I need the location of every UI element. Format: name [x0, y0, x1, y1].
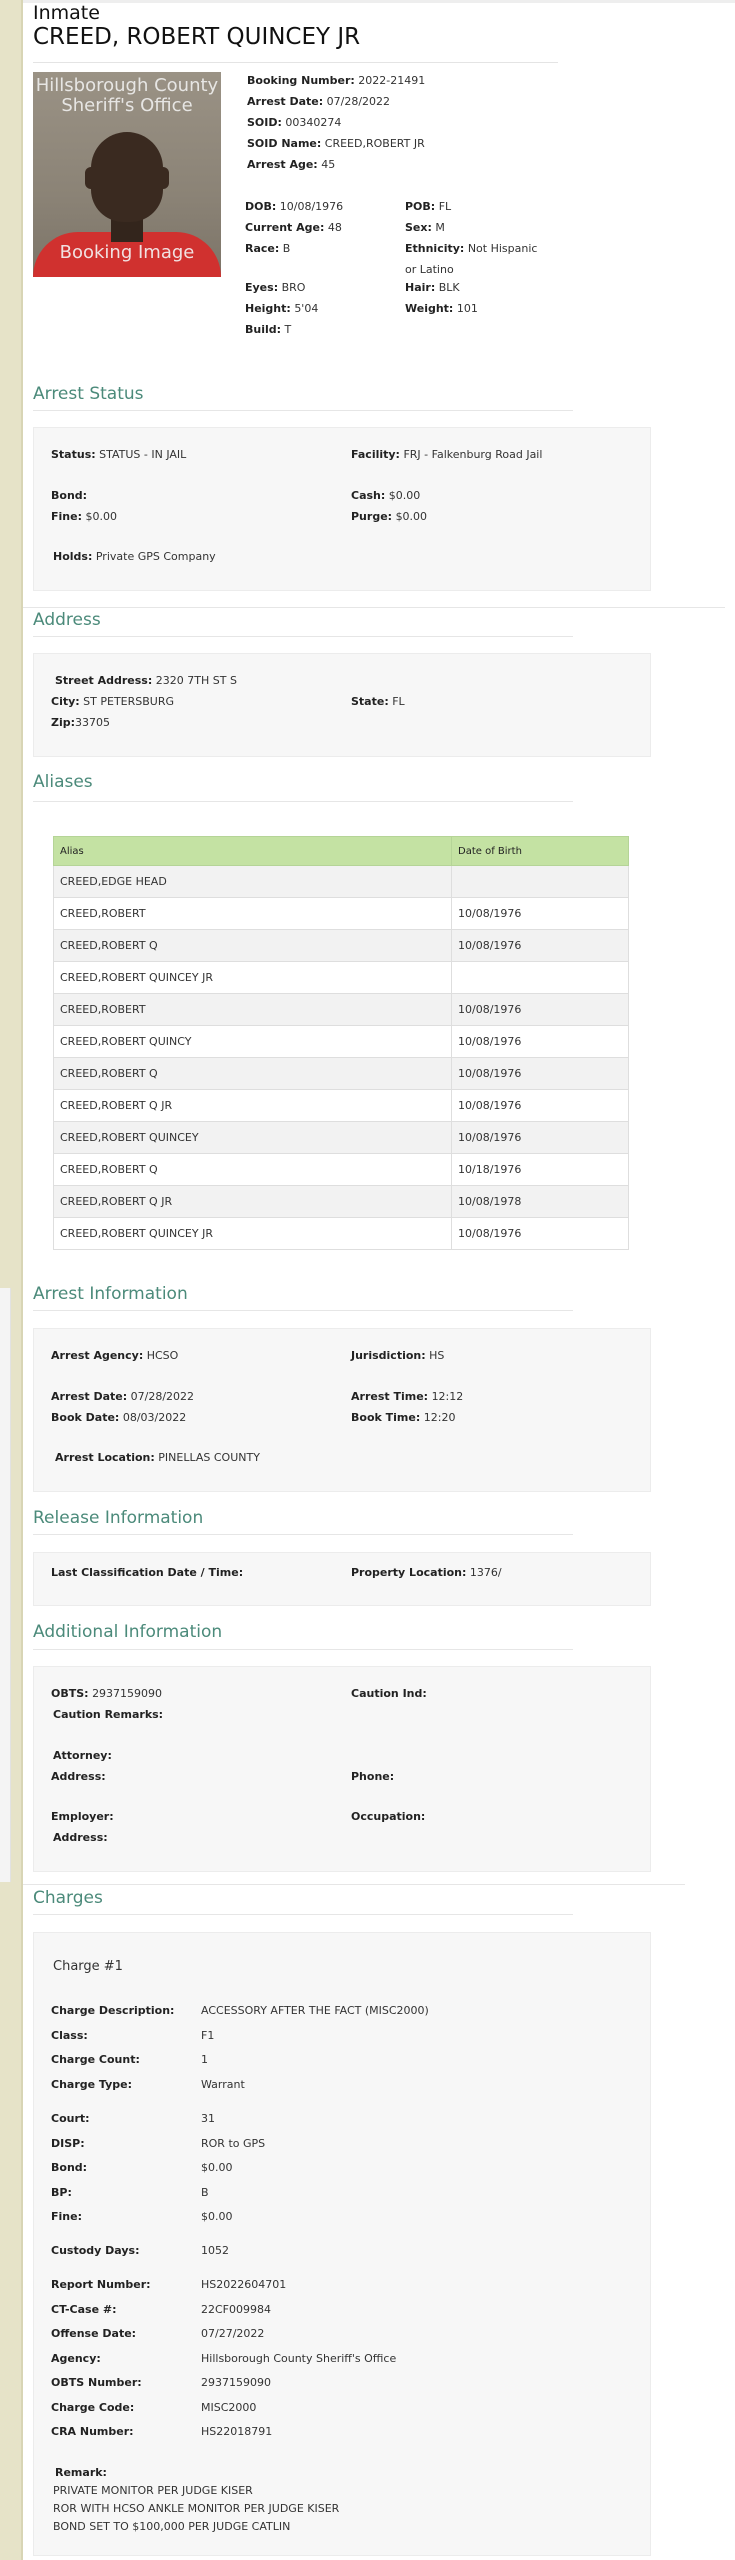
obts-label: OBTS: — [51, 1687, 89, 1700]
charge-fine-label: Fine: — [51, 2210, 82, 2223]
alias-row — [54, 1122, 629, 1154]
city — [51, 695, 174, 708]
alias-name-cell: CREED,EDGE HEAD — [54, 866, 452, 898]
alias-name-cell: CREED,ROBERT QUINCEY JR — [54, 1218, 452, 1250]
facility-value: FRJ - Falkenburg Road Jail — [403, 448, 543, 461]
alias-row — [54, 1058, 629, 1090]
aliases-header-row — [54, 837, 629, 866]
release-info-title: Release Information — [33, 1508, 204, 1528]
alias-row — [54, 1090, 629, 1122]
build-value: T — [284, 323, 292, 336]
charge-agency-value: Hillsborough County Sheriff's Office — [201, 2352, 397, 2365]
height-value: 5'04 — [294, 302, 319, 315]
height-label: Height: — [245, 302, 291, 315]
employer-address — [53, 1831, 108, 1844]
property-location — [351, 1566, 502, 1579]
employer-address-label: Address: — [53, 1831, 108, 1844]
left-stripe — [0, 0, 21, 2560]
fine-value: $0.00 — [85, 510, 117, 523]
pob-label: POB: — [405, 200, 436, 213]
top-bar — [23, 0, 735, 3]
hair — [405, 281, 460, 294]
soid-name-value: CREED,ROBERT JR — [324, 137, 425, 150]
alias-name-cell: CREED,ROBERT QUINCEY — [54, 1122, 452, 1154]
cash — [351, 489, 420, 502]
arrest-info-rule — [33, 1310, 573, 1311]
charges-rule — [33, 1914, 573, 1915]
remark-line-3: BOND SET TO $100,000 PER JUDGE CATLIN — [53, 2520, 291, 2533]
facility-label: Facility: — [351, 448, 400, 461]
watermark-line-2: Sheriff's Office — [61, 95, 193, 116]
alias-row — [54, 1186, 629, 1218]
alias-dob-cell: 10/08/1978 — [452, 1186, 629, 1218]
inmate-name: CREED, ROBERT QUINCEY JR — [33, 24, 361, 50]
cra-number-label: CRA Number: — [51, 2425, 134, 2438]
mugshot-watermark-bottom: Booking Image — [59, 242, 195, 263]
status-value: STATUS - IN JAIL — [99, 448, 187, 461]
arrest-info-title: Arrest Information — [33, 1284, 188, 1304]
charge-bp-label: BP: — [51, 2186, 72, 2199]
property-location-value: 1376/ — [469, 1566, 502, 1579]
sex — [405, 221, 445, 234]
alias-name-cell: CREED,ROBERT Q JR — [54, 1090, 452, 1122]
book-date-label: Book Date: — [51, 1411, 120, 1424]
weight-value: 101 — [456, 302, 478, 315]
book-date-value: 08/03/2022 — [122, 1411, 187, 1424]
weight-label: Weight: — [405, 302, 454, 315]
arrest-age — [247, 158, 335, 171]
arrest-date — [247, 95, 390, 108]
employer-label: Employer: — [51, 1810, 114, 1823]
current-age-value: 48 — [327, 221, 342, 234]
ethnicity — [405, 242, 537, 255]
charge-count-value: 1 — [201, 2053, 208, 2066]
alias-column-header: Alias — [54, 837, 452, 866]
purge-value: $0.00 — [395, 510, 428, 523]
zip-value: 33705 — [75, 716, 111, 729]
book-time-label: Book Time: — [351, 1411, 421, 1424]
dob-column-header: Date of Birth — [452, 837, 629, 866]
left-stripe-edge — [21, 0, 23, 2560]
charge-bp-value: B — [201, 2186, 209, 2199]
dob — [245, 200, 343, 213]
alias-name-cell: CREED,ROBERT Q JR — [54, 1186, 452, 1218]
release-info-rule — [33, 1534, 573, 1535]
arrest-time-label: Arrest Time: — [351, 1390, 429, 1403]
charges-title: Charges — [33, 1888, 103, 1908]
aliases-table — [53, 836, 629, 1250]
soid-label: SOID: — [247, 116, 282, 129]
last-classification — [51, 1566, 243, 1579]
arrest-status-rule — [33, 410, 573, 411]
employer — [51, 1810, 114, 1823]
jurisdiction — [351, 1349, 444, 1362]
aliases-rule — [33, 801, 573, 802]
booking-number — [247, 74, 425, 87]
state-label: State: — [351, 695, 389, 708]
side-panel — [0, 1288, 11, 1882]
fine-label: Fine: — [51, 510, 82, 523]
obts-number-value: 2937159090 — [201, 2376, 271, 2389]
charge-class-value: F1 — [201, 2029, 215, 2042]
address-top-rule — [23, 607, 725, 608]
soid-name — [247, 137, 425, 150]
caution-remarks — [53, 1708, 163, 1721]
arrest-date-value: 07/28/2022 — [326, 95, 391, 108]
phone-label: Phone: — [351, 1770, 395, 1783]
book-time — [351, 1411, 455, 1424]
street-address — [55, 674, 237, 687]
alias-dob-cell: 10/08/1976 — [452, 1026, 629, 1058]
remark-line-2: ROR WITH HCSO ANKLE MONITOR PER JUDGE KISER — [53, 2502, 340, 2515]
build — [245, 323, 291, 336]
arrest-age-value: 45 — [321, 158, 336, 171]
offense-date-label: Offense Date: — [51, 2327, 137, 2340]
alias-row — [54, 994, 629, 1026]
status — [51, 448, 186, 461]
bond — [51, 489, 87, 502]
soid-name-label: SOID Name: — [247, 137, 322, 150]
attorney-label: Attorney: — [53, 1749, 112, 1762]
arrest-time-value: 12:12 — [431, 1390, 464, 1403]
street-address-value: 2320 7TH ST S — [155, 674, 237, 687]
occupation — [351, 1810, 425, 1823]
arrest-time — [351, 1390, 463, 1403]
alias-dob-cell — [452, 866, 629, 898]
eyes-value: BRO — [281, 281, 306, 294]
sex-label: Sex: — [405, 221, 432, 234]
zip — [51, 716, 110, 729]
offense-date-value: 07/27/2022 — [201, 2327, 265, 2340]
release-info-panel — [33, 1552, 651, 1606]
alias-dob-cell: 10/08/1976 — [452, 1090, 629, 1122]
alias-name-cell: CREED,ROBERT Q — [54, 1154, 452, 1186]
alias-dob-cell — [452, 962, 629, 994]
hair-value: BLK — [438, 281, 460, 294]
info-arrest-date — [51, 1390, 194, 1403]
alias-row — [54, 1154, 629, 1186]
state-value: FL — [392, 695, 405, 708]
info-arrest-date-label: Arrest Date: — [51, 1390, 128, 1403]
alias-row — [54, 898, 629, 930]
charge-agency-label: Agency: — [51, 2352, 101, 2365]
street-address-label: Street Address: — [55, 674, 153, 687]
alias-name-cell: CREED,ROBERT — [54, 994, 452, 1026]
obts-value: 2937159090 — [92, 1687, 163, 1700]
arrest-status-title: Arrest Status — [33, 384, 144, 404]
race — [245, 242, 290, 255]
charge-bond-label: Bond: — [51, 2161, 88, 2174]
alias-dob-cell: 10/08/1976 — [452, 1218, 629, 1250]
name-divider — [33, 62, 558, 63]
pob — [405, 200, 451, 213]
alias-dob-cell: 10/08/1976 — [452, 1122, 629, 1154]
custody-days-value: 1052 — [201, 2244, 229, 2257]
aliases-body — [54, 866, 629, 1250]
property-location-label: Property Location: — [351, 1566, 467, 1579]
arrest-location-label: Arrest Location: — [55, 1451, 155, 1464]
booking-number-label: Booking Number: — [247, 74, 355, 87]
alias-row — [54, 1026, 629, 1058]
alias-dob-cell: 10/08/1976 — [452, 994, 629, 1026]
race-label: Race: — [245, 242, 280, 255]
attorney-address — [51, 1770, 106, 1783]
fine — [51, 510, 117, 523]
ethnicity-label: Ethnicity: — [405, 242, 465, 255]
holds-label: Holds: — [53, 550, 93, 563]
state — [351, 695, 405, 708]
alias-row — [54, 962, 629, 994]
charge-description-value: ACCESSORY AFTER THE FACT (MISC2000) — [201, 2004, 429, 2017]
charge-type-label: Charge Type: — [51, 2078, 133, 2091]
ethnicity-cont: or Latino — [405, 263, 454, 276]
bond-label: Bond: — [51, 489, 88, 502]
alias-name-cell: CREED,ROBERT QUINCEY JR — [54, 962, 452, 994]
alias-row — [54, 866, 629, 898]
mugshot-watermark-top — [33, 76, 221, 116]
charges-top-rule — [23, 1884, 685, 1885]
charge-code-label: Charge Code: — [51, 2401, 135, 2414]
book-date — [51, 1411, 186, 1424]
charge-court-label: Court: — [51, 2112, 90, 2125]
additional-info-title: Additional Information — [33, 1622, 223, 1642]
holds-value: Private GPS Company — [95, 550, 216, 563]
arrest-location-value: PINELLAS COUNTY — [158, 1451, 260, 1464]
address-rule — [33, 636, 573, 637]
alias-dob-cell: 10/08/1976 — [452, 930, 629, 962]
facility — [351, 448, 542, 461]
dob-value: 10/08/1976 — [279, 200, 344, 213]
caution-ind — [351, 1687, 427, 1700]
arrest-agency — [51, 1349, 178, 1362]
jurisdiction-label: Jurisdiction: — [351, 1349, 426, 1362]
charge-class-label: Class: — [51, 2029, 88, 2042]
sex-value: M — [435, 221, 445, 234]
charge-description-label: Charge Description: — [51, 2004, 175, 2017]
arrest-date-label: Arrest Date: — [247, 95, 324, 108]
obts-number-label: OBTS Number: — [51, 2376, 142, 2389]
pob-value: FL — [438, 200, 452, 213]
hair-label: Hair: — [405, 281, 436, 294]
race-value: B — [282, 242, 291, 255]
alias-row — [54, 1218, 629, 1250]
alias-row — [54, 930, 629, 962]
aliases-title: Aliases — [33, 772, 93, 792]
alias-name-cell: CREED,ROBERT Q — [54, 930, 452, 962]
zip-label: Zip: — [51, 716, 76, 729]
alias-name-cell: CREED,ROBERT QUINCY — [54, 1026, 452, 1058]
ethnicity-value-1: Not Hispanic — [467, 242, 538, 255]
booking-image — [33, 72, 221, 277]
alias-dob-cell: 10/08/1976 — [452, 898, 629, 930]
purge — [351, 510, 427, 523]
address-title: Address — [33, 610, 101, 630]
inmate-label: Inmate — [33, 2, 100, 24]
phone — [351, 1770, 394, 1783]
charge-heading: Charge #1 — [53, 1959, 123, 1974]
charge-fine-value: $0.00 — [201, 2210, 233, 2223]
arrest-agency-value: HCSO — [146, 1349, 179, 1362]
alias-name-cell: CREED,ROBERT Q — [54, 1058, 452, 1090]
status-label: Status: — [51, 448, 96, 461]
custody-days-label: Custody Days: — [51, 2244, 140, 2257]
watermark-line-1: Hillsborough County — [35, 75, 219, 96]
holds — [53, 550, 216, 563]
charge-disp-value: ROR to GPS — [201, 2137, 266, 2150]
remark-label: Remark: — [55, 2466, 107, 2479]
arrest-age-label: Arrest Age: — [247, 158, 318, 171]
additional-info-rule — [33, 1649, 573, 1650]
alias-dob-cell: 10/18/1976 — [452, 1154, 629, 1186]
arrest-location — [55, 1451, 260, 1464]
report-number-value: HS2022604701 — [201, 2278, 287, 2291]
arrest-agency-label: Arrest Agency: — [51, 1349, 144, 1362]
current-age-label: Current Age: — [245, 221, 325, 234]
charge-type-value: Warrant — [201, 2078, 245, 2091]
last-classification-label: Last Classification Date / Time: — [51, 1566, 244, 1579]
remark-line-1: PRIVATE MONITOR PER JUDGE KISER — [53, 2484, 253, 2497]
weight — [405, 302, 478, 315]
build-label: Build: — [245, 323, 282, 336]
dob-label: DOB: — [245, 200, 277, 213]
soid — [247, 116, 341, 129]
occupation-label: Occupation: — [351, 1810, 426, 1823]
alias-name-cell: CREED,ROBERT — [54, 898, 452, 930]
alias-dob-cell: 10/08/1976 — [452, 1058, 629, 1090]
ct-case-value: 22CF009984 — [201, 2303, 271, 2316]
caution-ind-label: Caution Ind: — [351, 1687, 427, 1700]
obts — [51, 1687, 162, 1700]
caution-remarks-label: Caution Remarks: — [53, 1708, 164, 1721]
ct-case-label: CT-Case #: — [51, 2303, 117, 2316]
city-label: City: — [51, 695, 80, 708]
city-value: ST PETERSBURG — [83, 695, 175, 708]
book-time-value: 12:20 — [423, 1411, 456, 1424]
mugshot-head — [91, 132, 163, 222]
cash-label: Cash: — [351, 489, 386, 502]
eyes — [245, 281, 305, 294]
charge-bond-value: $0.00 — [201, 2161, 233, 2174]
height — [245, 302, 318, 315]
jurisdiction-value: HS — [429, 1349, 445, 1362]
charge-code-value: MISC2000 — [201, 2401, 257, 2414]
eyes-label: Eyes: — [245, 281, 279, 294]
current-age — [245, 221, 342, 234]
cash-value: $0.00 — [388, 489, 421, 502]
charge-court-value: 31 — [201, 2112, 215, 2125]
charge-disp-label: DISP: — [51, 2137, 85, 2150]
soid-value: 00340274 — [285, 116, 342, 129]
attorney-address-label: Address: — [51, 1770, 106, 1783]
charge-count-label: Charge Count: — [51, 2053, 140, 2066]
booking-number-value: 2022-21491 — [358, 74, 426, 87]
info-arrest-date-value: 07/28/2022 — [130, 1390, 195, 1403]
cra-number-value: HS22018791 — [201, 2425, 273, 2438]
purge-label: Purge: — [351, 510, 393, 523]
attorney — [53, 1749, 112, 1762]
report-number-label: Report Number: — [51, 2278, 151, 2291]
